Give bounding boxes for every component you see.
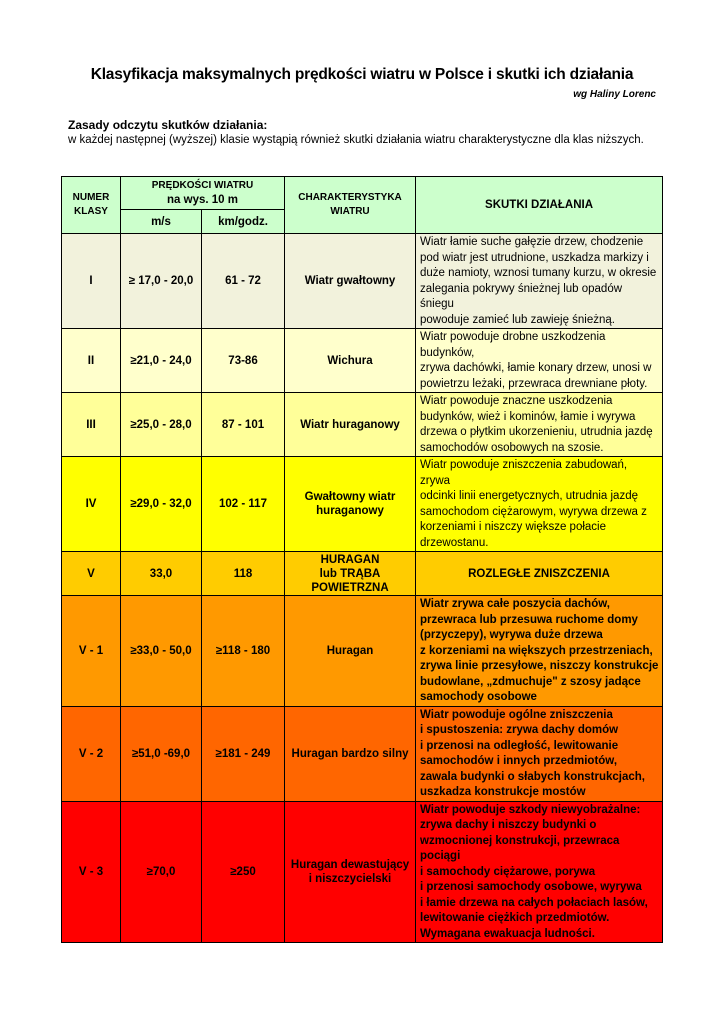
effects-line: Wiatr zrywa całe poszycia dachów, <box>420 598 610 610</box>
header-class-number-line2: KLASY <box>74 206 108 217</box>
characteristic-line: i niszczycielski <box>308 872 392 885</box>
effects-line: zrywa linie przesyłowe, niszczy konstrukcje <box>420 660 659 672</box>
effects-line: przewraca lub przesuwa ruchome domy <box>420 613 638 626</box>
characteristic-line: HURAGAN <box>320 553 380 566</box>
header-kmh: km/godz. <box>202 210 285 234</box>
speed-ms-cell: ≥51,0 -69,0 <box>121 706 202 801</box>
wind-classification-table <box>61 176 663 943</box>
characteristic-line: Huragan dewastujący <box>290 858 410 871</box>
characteristic-cell <box>285 596 416 707</box>
speed-kmh-cell: 102 - 117 <box>202 457 285 552</box>
speed-ms-cell: ≥70,0 <box>121 801 202 943</box>
speed-kmh-cell: 73-86 <box>202 329 285 393</box>
class-number-cell: V - 2 <box>62 706 121 801</box>
effects-line: lewitowanie ciężkich przedmiotów. <box>420 912 610 924</box>
characteristic-cell <box>285 234 416 329</box>
table-row <box>62 801 663 943</box>
class-number-cell: V - 1 <box>62 596 121 707</box>
effects-line: powoduje zamieć lub zawieję śnieżną. <box>420 313 615 326</box>
effects-line: i spustoszenia: zrywa dachy domów <box>420 724 619 736</box>
effects-cell <box>416 801 663 943</box>
rules-title: Zasady odczytu skutków działania: <box>68 118 268 132</box>
effects-line: i przenosi na odległość, lewitowanie <box>420 739 619 752</box>
speed-kmh-cell: ≥181 - 249 <box>202 706 285 801</box>
speed-ms-cell: ≥ 17,0 - 20,0 <box>121 234 202 329</box>
characteristic-line: Wichura <box>327 354 373 367</box>
header-ms: m/s <box>121 210 202 234</box>
effects-line: i łamie drzewa na całych połaciach lasów, <box>420 896 648 909</box>
characteristic-cell <box>285 393 416 457</box>
effects-line: duże namioty, wznosi tumany kurzu, w okresie <box>420 267 657 279</box>
effects-line: (przyczepy), wyrywa duże drzewa <box>420 629 603 641</box>
header-characteristic <box>285 177 416 234</box>
effects-line: i przenosi samochody osobowe, wyrywa <box>420 881 642 893</box>
table-row <box>62 457 663 552</box>
rules-text: w każdej następnej (wyższej) klasie wystąpią również skutki działania wiatru charakterystyczne dla klas niższych. <box>68 134 644 146</box>
effects-line: korzeniami i niszczy większe połacie <box>420 521 606 533</box>
class-number-cell: V <box>62 552 121 596</box>
characteristic-line: Wiatr huraganowy <box>300 418 400 431</box>
effects-cell <box>416 706 663 801</box>
effects-line: uszkadza konstrukcje mostów <box>420 786 586 798</box>
effects-line: powietrzu leżaki, przewraca drewniane płoty. <box>420 377 648 390</box>
header-wind-speed-line2: na wys. 10 m <box>167 194 238 206</box>
effects-cell <box>416 457 663 552</box>
speed-kmh-cell: ≥118 - 180 <box>202 596 285 707</box>
speed-ms-cell: ≥25,0 - 28,0 <box>121 393 202 457</box>
effects-line: Wymagana ewakuacja ludności. <box>420 927 595 940</box>
table-row <box>62 234 663 329</box>
author-credit: wg Haliny Lorenc <box>573 89 656 100</box>
effects-line: zawala budynki o słabych konstrukcjach, <box>420 770 645 783</box>
effects-line: budowlane, „zdmuchuje" z szosy jadące <box>420 675 641 688</box>
header-characteristic-line2: WIATRU <box>330 206 370 217</box>
header-class-number <box>62 177 121 234</box>
characteristic-cell <box>285 801 416 943</box>
speed-ms-cell: ≥21,0 - 24,0 <box>121 329 202 393</box>
effects-line: samochodom ciężarowym, wyrywa drzewa z <box>420 505 647 518</box>
page-title: Klasyfikacja maksymalnych prędkości wiatru w Polsce i skutki ich działania <box>90 66 634 83</box>
effects-line: Wiatr powoduje ogólne zniszczenia <box>420 708 613 721</box>
characteristic-line: Gwałtowny wiatr <box>304 491 396 503</box>
header-class-number-line1: NUMER <box>72 192 110 203</box>
effects-line: zrywa dachy i niszczy budynki o <box>420 819 597 831</box>
effects-line: odcinki linii energetycznych, utrudnia jazdę <box>420 490 638 502</box>
effects-cell <box>416 552 663 596</box>
effects-line: i samochody ciężarowe, porywa <box>420 865 596 878</box>
speed-kmh-cell: 87 - 101 <box>202 393 285 457</box>
effects-line: samochody osobowe <box>420 691 537 703</box>
effects-cell <box>416 234 663 329</box>
class-number-cell: I <box>62 234 121 329</box>
effects-line: Wiatr powoduje znaczne uszkodzenia <box>420 395 613 407</box>
characteristic-cell <box>285 706 416 801</box>
effects-line: z korzeniami na większych przestrzeniach, <box>420 644 653 657</box>
effects-line: drzewostanu. <box>420 536 489 549</box>
characteristic-line: huraganowy <box>316 505 384 517</box>
effects-line: Wiatr powoduje drobne uszkodzenia budynków, <box>420 331 606 359</box>
effects-cell <box>416 596 663 707</box>
characteristic-line: lub TRĄBA <box>319 567 381 580</box>
class-number-cell: III <box>62 393 121 457</box>
effects-line: zalegania pokrywy śnieżnej lub opadów śniegu <box>420 282 623 310</box>
effects-line: Wiatr powoduje zniszczenia zabudowań, zrywa <box>420 459 628 487</box>
speed-kmh-cell: ≥250 <box>202 801 285 943</box>
effects-line: Wiatr łamie suche gałęzie drzew, chodzenie <box>420 236 644 248</box>
characteristic-cell <box>285 552 416 596</box>
table-row <box>62 706 663 801</box>
characteristic-cell <box>285 457 416 552</box>
table-row <box>62 552 663 596</box>
header-effects: SKUTKI DZIAŁANIA <box>416 177 663 234</box>
effects-line: samochodów osobowych na szosie. <box>420 441 604 454</box>
header-characteristic-line1: CHARAKTERYSTYKA <box>298 192 402 203</box>
speed-ms-cell: ≥29,0 - 32,0 <box>121 457 202 552</box>
speed-kmh-cell: 118 <box>202 552 285 596</box>
characteristic-line: Huragan <box>326 644 374 657</box>
effects-line: samochodów i innych przedmiotów, <box>420 755 618 767</box>
effects-line: wzmocnionej konstrukcji, przewraca pociągi <box>420 834 620 862</box>
effects-line: budynków, wież i kominów, łamie i wyrywa <box>420 410 636 423</box>
characteristic-line: Wiatr gwałtowny <box>304 275 396 287</box>
header-wind-speed <box>121 177 285 210</box>
speed-ms-cell: ≥33,0 - 50,0 <box>121 596 202 707</box>
table-row <box>62 596 663 707</box>
table-row <box>62 393 663 457</box>
characteristic-line: Huragan bardzo silny <box>291 747 409 760</box>
class-number-cell: II <box>62 329 121 393</box>
effects-line: drzewa o płytkim ukorzenieniu, utrudnia jazdę <box>420 426 653 438</box>
class-number-cell: V - 3 <box>62 801 121 943</box>
effects-line: Wiatr powoduje szkody niewyobrażalne: <box>420 803 641 816</box>
effects-cell <box>416 329 663 393</box>
speed-ms-cell: 33,0 <box>121 552 202 596</box>
speed-kmh-cell: 61 - 72 <box>202 234 285 329</box>
table-row <box>62 329 663 393</box>
characteristic-line: POWIETRZNA <box>311 581 389 594</box>
effects-line: zrywa dachówki, łamie konary drzew, unosi w <box>420 362 652 374</box>
effects-line: ROZLEGŁE ZNISZCZENIA <box>468 567 610 580</box>
characteristic-cell <box>285 329 416 393</box>
header-wind-speed-line1: PRĘDKOŚCI WIATRU <box>151 180 254 191</box>
class-number-cell: IV <box>62 457 121 552</box>
effects-cell <box>416 393 663 457</box>
effects-line: pod wiatr jest utrudnione, uszkadza markizy i <box>420 251 649 264</box>
